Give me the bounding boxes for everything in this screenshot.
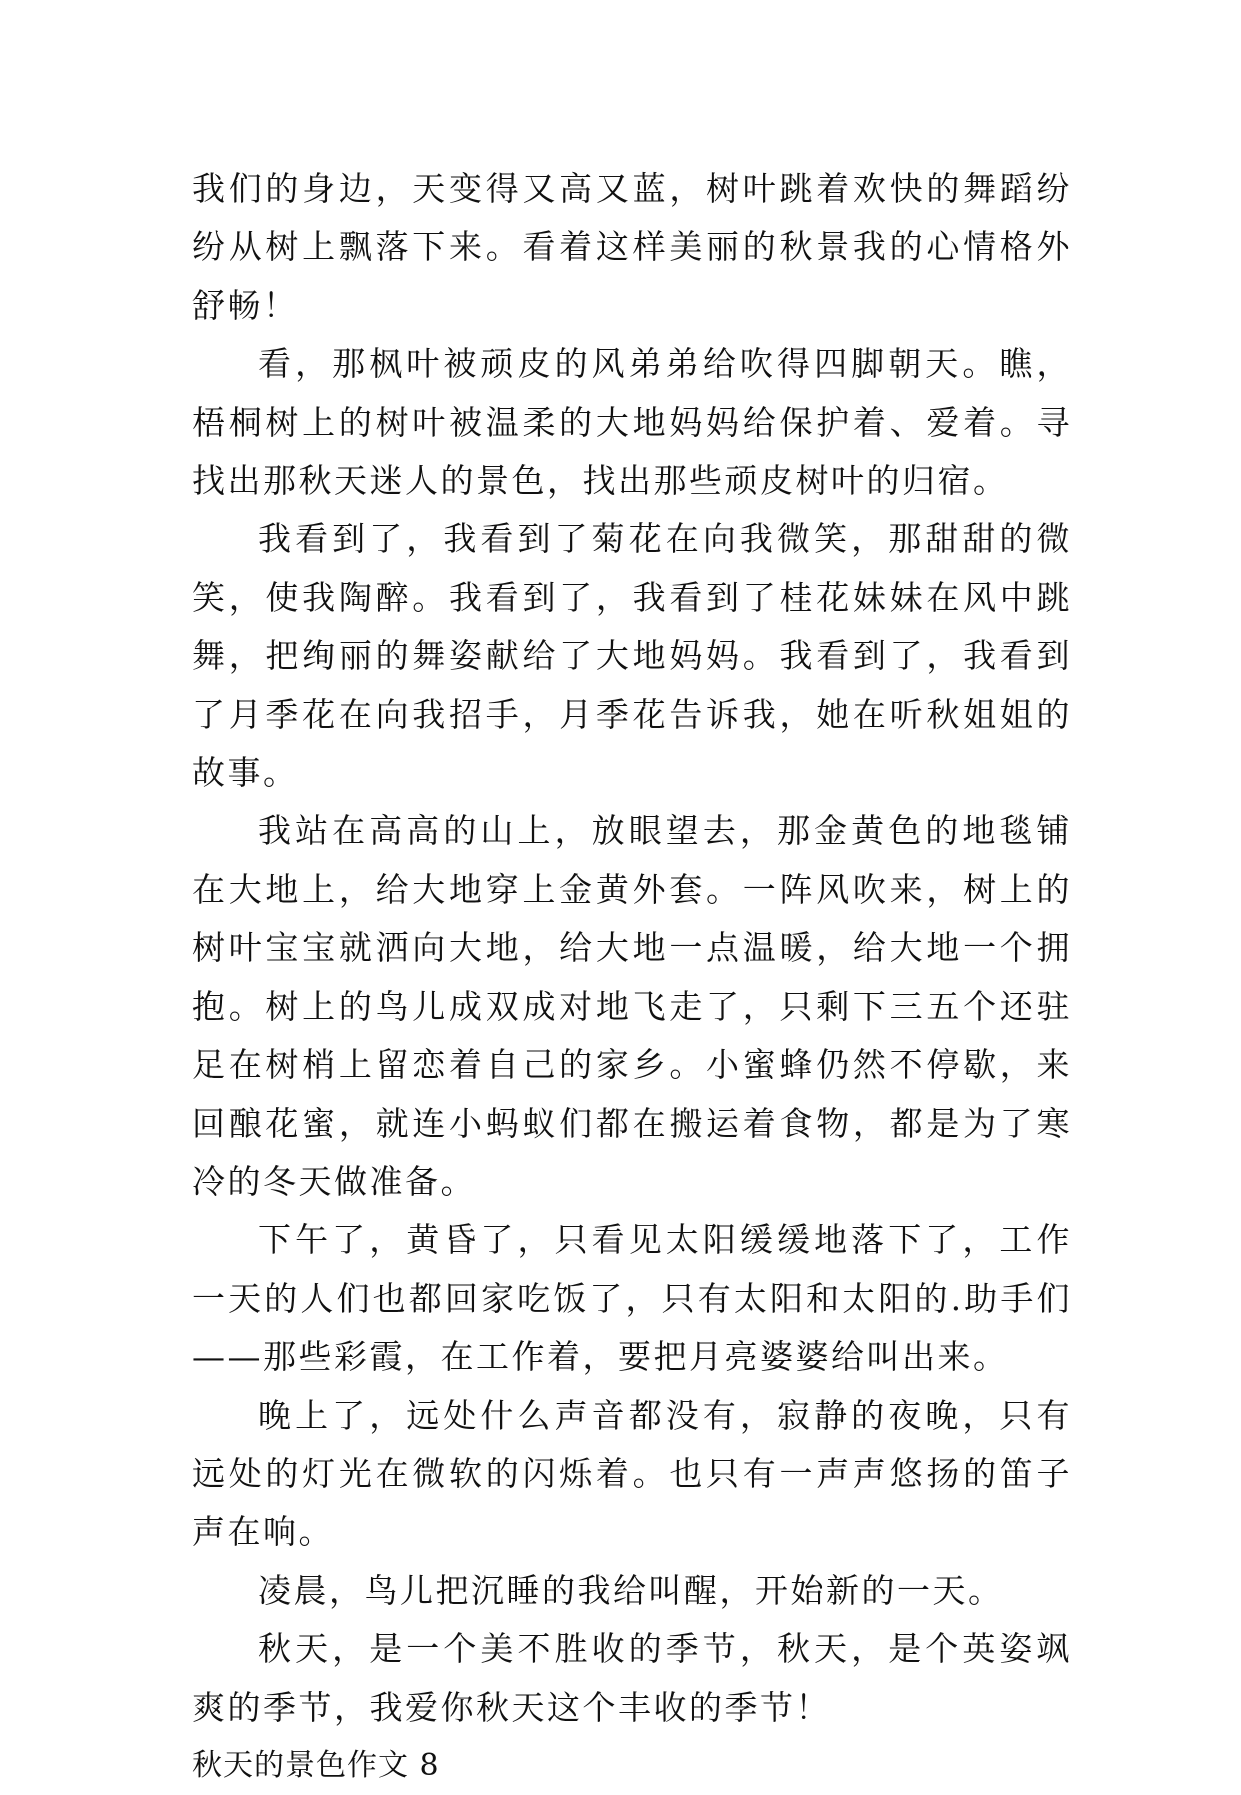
- paragraph-6: 晚上了，远处什么声音都没有，寂静的夜晚，只有远处的灯光在微软的闪烁着。也只有一声声悠扬的笛子声在响。: [192, 1395, 1072, 1552]
- paragraph-3: 我看到了，我看到了菊花在向我微笑，那甜甜的微笑，使我陶醉。我看到了，我看到了桂花妹妹在风中跳舞，把绚丽的舞姿献给了大地妈妈。我看到了，我看到了月季花在向我招手，月季花告诉我，她在听秋姐姐的故事。: [192, 519, 1072, 793]
- document-body: [192, 160, 1072, 1795]
- paragraph-8: 秋天，是一个美不胜收的季节，秋天，是个英姿飒爽的季节，我爱你秋天这个丰收的季节！: [192, 1629, 1072, 1727]
- paragraph-2: 看，那枫叶被顽皮的风弟弟给吹得四脚朝天。瞧，梧桐树上的树叶被温柔的大地妈妈给保护着、爱着。寻找出那秋天迷人的景色，找出那些顽皮树叶的归宿。: [192, 344, 1072, 501]
- paragraph-7: 凌晨，鸟儿把沉睡的我给叫醒，开始新的一天。: [258, 1570, 1004, 1610]
- paragraph-5: 下午了，黄昏了，只看见太阳缓缓地落下了，工作一天的人们也都回家吃饭了，只有太阳和太阳的.助手们——那些彩霞，在工作着，要把月亮婆婆给叫出来。: [192, 1220, 1072, 1377]
- paragraph-4: 我站在高高的山上，放眼望去，那金黄色的地毯铺在大地上，给大地穿上金黄外套。一阵风吹来，树上的树叶宝宝就洒向大地，给大地一点温暖，给大地一个拥抱。树上的鸟儿成双成对地飞走了，只剩下三五个还驻足在树梢上留恋着自己的家乡。小蜜蜂仍然不停歇，来回酿花蜜，就连小蚂蚁们都在搬运着食物，都是为了寒冷的冬天做准备。: [192, 811, 1072, 1201]
- paragraph-1: 我们的身边，天变得又高又蓝，树叶跳着欢快的舞蹈纷纷从树上飘落下来。看着这样美丽的秋景我的心情格外舒畅！: [192, 169, 1072, 325]
- section-heading: 秋天的景色作文 8: [192, 1747, 440, 1783]
